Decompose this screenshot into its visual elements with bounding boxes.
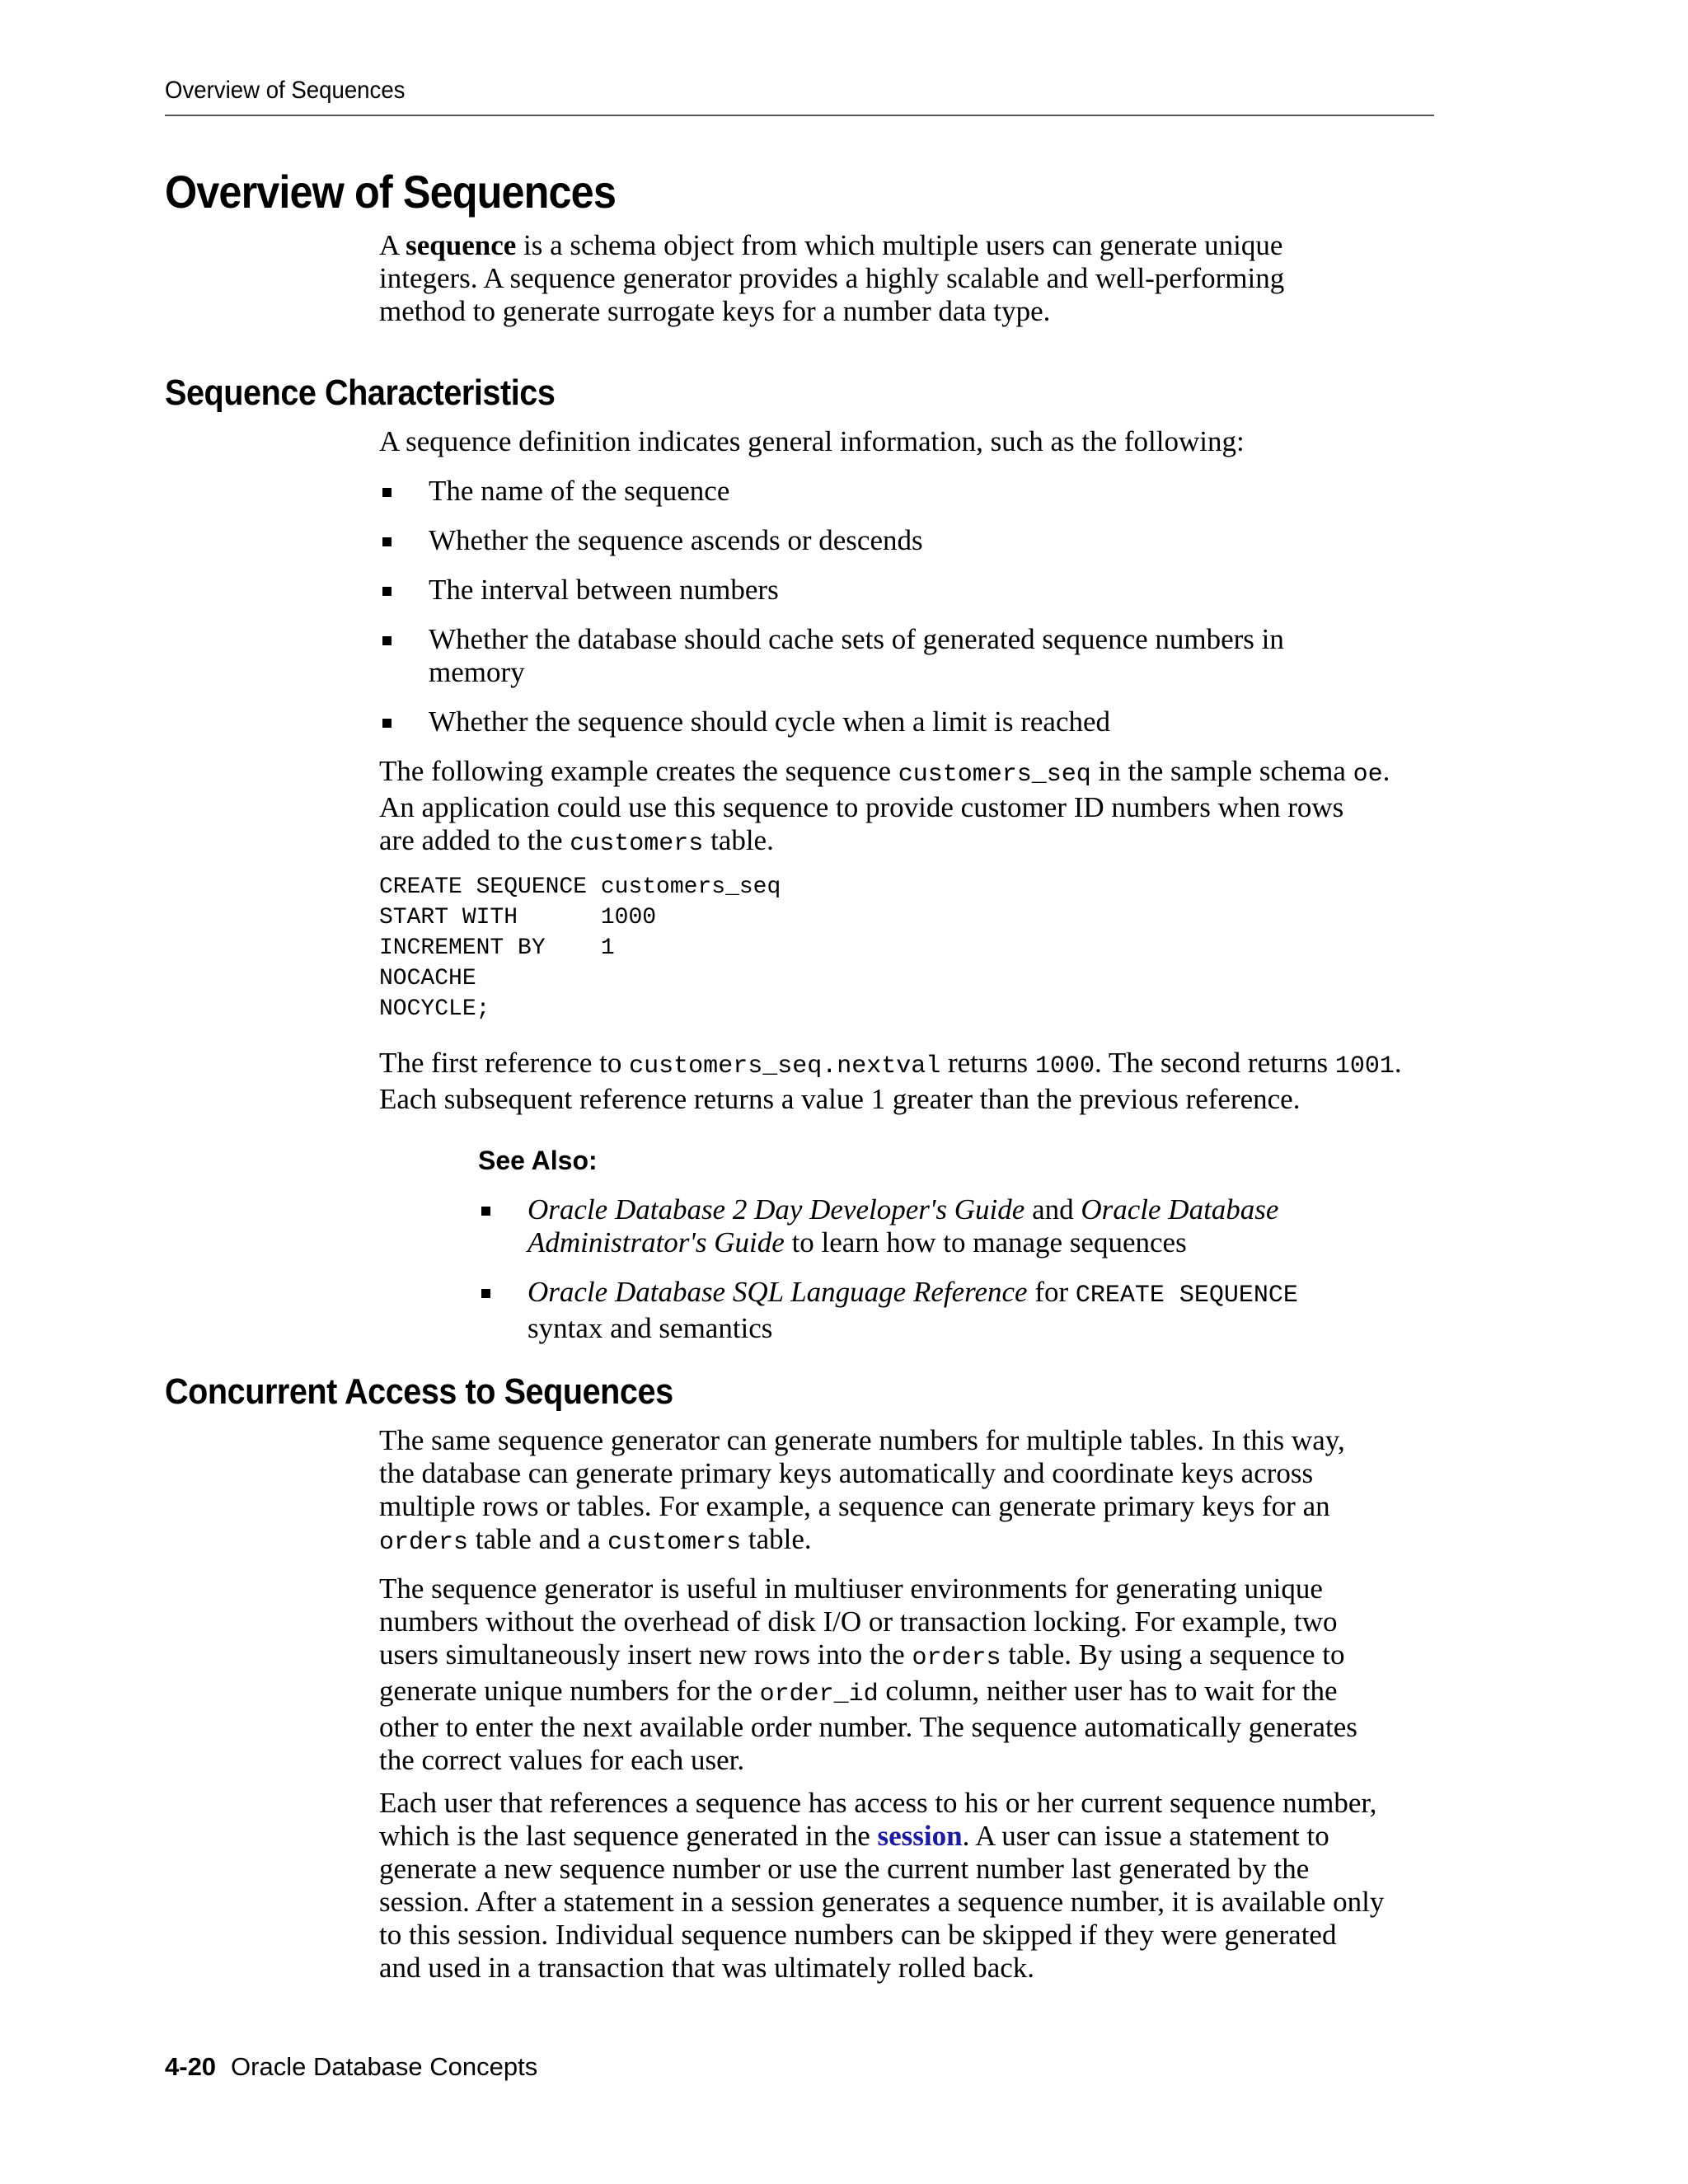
bullet-icon [481,1207,490,1216]
bullet-icon [382,537,392,546]
book-title: Oracle Database Concepts [231,2052,538,2081]
bullet-icon [382,719,392,728]
code-line: NOCACHE [379,966,476,991]
bullet-icon [382,587,392,596]
heading-concurrent-access: Concurrent Access to Sequences [165,1371,673,1412]
see-also-title: See Also: [478,1146,598,1175]
term-sequence: sequence [406,229,517,261]
example-paragraph: The following example creates the sequence customers_seq in the sample schema oe. An application could use this sequence to provide customer ID numbers when rows are added to the customers table. [379,755,1390,858]
concurrent-paragraph-2: The sequence generator is useful in multiuser environments for generating unique numbers without the overhead of disk I/O or transaction locking. For example, two users simultaneously insert new rows into the orders table. By using a sequence to generate unique numbers for the order_id column, neither user has to wait for the other to enter the next available order number. The sequence automatically generates the correct values for each user. [379,1572,1357,1776]
code-line: START WITH 1000 [379,905,657,930]
heading-sequence-characteristics: Sequence Characteristics [165,373,556,413]
nextval-paragraph: The first reference to customers_seq.nextval returns 1000. The second returns 1001. Each subsequent reference returns a value 1 greater than the previous reference. [379,1047,1402,1115]
bullet-icon [481,1289,490,1298]
page-number: 4-20 [165,2052,217,2081]
characteristics-lead: A sequence definition indicates general information, such as the following: [379,425,1245,457]
concurrent-paragraph-1: The same sequence generator can generate numbers for multiple tables. In this way, the database can generate primary keys automatically and coordinate keys across multiple rows or tables. For example, a sequence can generate primary keys for an orders table and a customers table. [379,1424,1345,1557]
session-link[interactable]: session [877,1820,963,1852]
see-also-item: Oracle Database 2 Day Developer's Guide and Oracle Database Administrator's Guide to learn how to manage sequences [478,1193,1385,1259]
list-item: The name of the sequence [379,475,1442,508]
list-item: Whether the sequence ascends or descends [379,524,1442,557]
code-example [379,872,781,1024]
header-rule [165,115,1434,116]
list-item: The interval between numbers [379,574,1442,607]
see-also-item: Oracle Database SQL Language Reference for CREATE SEQUENCE syntax and semantics [478,1276,1385,1345]
page-title: Overview of Sequences [165,166,616,218]
list-item: Whether the sequence should cycle when a limit is reached [379,705,1442,738]
concurrent-paragraph-3: Each user that references a sequence has access to his or her current sequence number, which is the last sequence generated in the session. A user can issue a statement to generate a new sequence number or use the current number last generated by the session. After a statement in a session generates a sequence number, it is available only to this session. Individual sequence numbers can be skipped if they were generated and used in a transaction that was ultimately rolled back. [379,1787,1385,1984]
bullet-icon [382,488,392,497]
code-line: NOCYCLE; [379,996,490,1022]
list-item: Whether the database should cache sets of generated sequence numbers in memory [379,623,1442,689]
code-line: INCREMENT BY 1 [379,935,615,961]
page-footer [165,2052,537,2082]
characteristics-list [379,475,1442,738]
intro-paragraph: A sequence is a schema object from which multiple users can generate unique integers. A sequence generator provides a highly scalable and well-performing method to generate surrogate keys for a number data type. [379,229,1285,327]
see-also-list [478,1193,1385,1345]
bullet-icon [382,636,392,645]
code-line: CREATE SEQUENCE customers_seq [379,874,781,900]
running-header: Overview of Sequences [165,77,406,104]
